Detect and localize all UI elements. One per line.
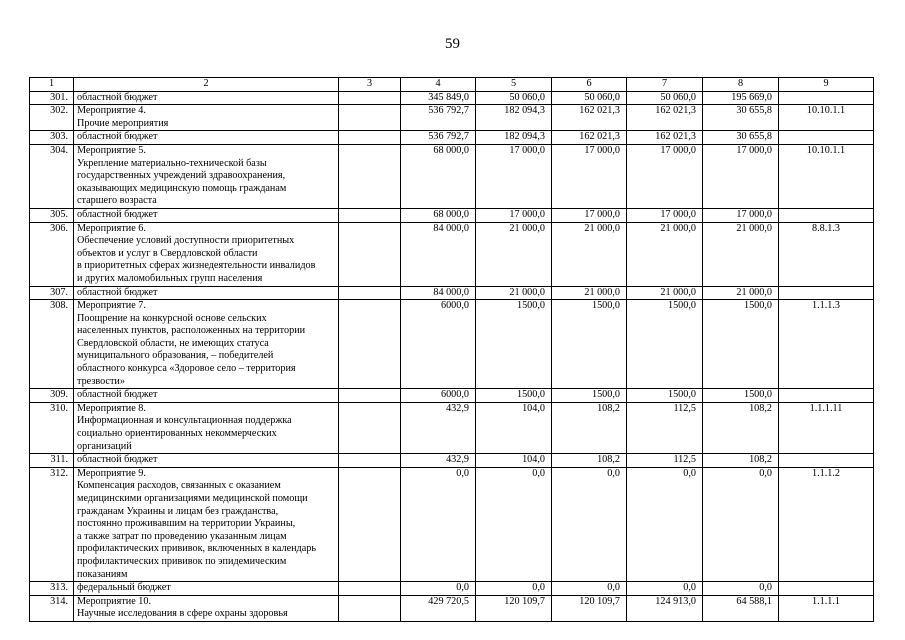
row-number: 301. <box>30 91 74 105</box>
cell-col4: 6000,0 <box>401 300 476 389</box>
table-row <box>30 105 874 131</box>
table-row <box>30 467 874 581</box>
page-number: 59 <box>445 36 460 52</box>
cell-col7: 0,0 <box>627 467 703 581</box>
cell-col4: 536 792,7 <box>401 131 476 145</box>
row-name: областной бюджет <box>74 91 339 105</box>
cell-col3 <box>339 300 401 389</box>
cell-col4: 0,0 <box>401 582 476 596</box>
row-name: федеральный бюджет <box>74 582 339 596</box>
cell-col6: 162 021,3 <box>552 105 627 131</box>
table-row <box>30 91 874 105</box>
cell-target-code: 10.10.1.1 <box>779 144 874 208</box>
cell-col3 <box>339 286 401 300</box>
cell-col6: 21 000,0 <box>552 286 627 300</box>
cell-target-code <box>779 286 874 300</box>
cell-col6: 162 021,3 <box>552 131 627 145</box>
cell-col7: 112,5 <box>627 402 703 453</box>
cell-col6: 0,0 <box>552 582 627 596</box>
row-number: 304. <box>30 144 74 208</box>
column-header: 3 <box>339 78 401 92</box>
row-number: 303. <box>30 131 74 145</box>
cell-col7: 112,5 <box>627 454 703 468</box>
cell-col4: 84 000,0 <box>401 286 476 300</box>
cell-target-code: 1.1.1.1 <box>779 595 874 621</box>
row-number: 306. <box>30 222 74 286</box>
table-row <box>30 300 874 389</box>
table-row <box>30 208 874 222</box>
cell-col3 <box>339 131 401 145</box>
cell-col5: 17 000,0 <box>476 144 552 208</box>
row-number: 309. <box>30 389 74 403</box>
row-name: Мероприятие 8. Информационная и консультационная поддержка социально ориентированных некоммерческих организаций <box>74 402 339 453</box>
cell-col6: 1500,0 <box>552 389 627 403</box>
cell-target-code <box>779 208 874 222</box>
cell-col7: 17 000,0 <box>627 144 703 208</box>
cell-col8: 195 669,0 <box>703 91 779 105</box>
cell-col7: 21 000,0 <box>627 286 703 300</box>
cell-col3 <box>339 582 401 596</box>
row-name: Мероприятие 10. Научные исследования в сфере охраны здоровья <box>74 595 339 621</box>
row-number: 310. <box>30 402 74 453</box>
column-header: 6 <box>552 78 627 92</box>
table-row <box>30 582 874 596</box>
cell-col4: 6000,0 <box>401 389 476 403</box>
cell-col3 <box>339 105 401 131</box>
cell-col7: 21 000,0 <box>627 222 703 286</box>
row-number: 302. <box>30 105 74 131</box>
cell-col3 <box>339 222 401 286</box>
column-header: 8 <box>703 78 779 92</box>
row-name: Мероприятие 4. Прочие мероприятия <box>74 105 339 131</box>
cell-target-code: 1.1.1.3 <box>779 300 874 389</box>
cell-col7: 50 060,0 <box>627 91 703 105</box>
row-name: Мероприятие 5. Укрепление материально-технической базы государственных учреждений здравоохранения, оказывающих медицинскую помощь гражданам старшего возраста <box>74 144 339 208</box>
cell-col8: 64 588,1 <box>703 595 779 621</box>
cell-col8: 0,0 <box>703 582 779 596</box>
row-name: Мероприятие 7. Поощрение на конкурсной основе сельских населенных пунктов, расположенных на территории Свердловской области, не имеющих статуса муниципального образования, – победителей областного конкурса «Здоровое село – территория трезвости» <box>74 300 339 389</box>
budget-table <box>29 77 874 622</box>
column-header: 5 <box>476 78 552 92</box>
table-row <box>30 286 874 300</box>
table-row <box>30 595 874 621</box>
cell-col8: 1500,0 <box>703 389 779 403</box>
cell-col5: 104,0 <box>476 454 552 468</box>
cell-target-code <box>779 131 874 145</box>
cell-col3 <box>339 402 401 453</box>
cell-col6: 120 109,7 <box>552 595 627 621</box>
column-header: 4 <box>401 78 476 92</box>
column-header: 1 <box>30 78 74 92</box>
cell-col4: 429 720,5 <box>401 595 476 621</box>
table-header-row <box>30 78 874 92</box>
row-number: 313. <box>30 582 74 596</box>
cell-col7: 0,0 <box>627 582 703 596</box>
cell-col8: 17 000,0 <box>703 208 779 222</box>
cell-col6: 50 060,0 <box>552 91 627 105</box>
cell-col3 <box>339 208 401 222</box>
cell-col3 <box>339 467 401 581</box>
cell-col5: 120 109,7 <box>476 595 552 621</box>
row-number: 307. <box>30 286 74 300</box>
cell-col7: 17 000,0 <box>627 208 703 222</box>
table-row <box>30 389 874 403</box>
cell-col3 <box>339 389 401 403</box>
cell-col5: 1500,0 <box>476 300 552 389</box>
cell-target-code: 10.10.1.1 <box>779 105 874 131</box>
row-number: 312. <box>30 467 74 581</box>
row-number: 305. <box>30 208 74 222</box>
column-header: 7 <box>627 78 703 92</box>
column-header: 2 <box>74 78 339 92</box>
cell-target-code <box>779 91 874 105</box>
cell-col7: 162 021,3 <box>627 105 703 131</box>
cell-col4: 432,9 <box>401 402 476 453</box>
table-row <box>30 131 874 145</box>
cell-col8: 108,2 <box>703 454 779 468</box>
cell-col5: 21 000,0 <box>476 222 552 286</box>
row-name: областной бюджет <box>74 131 339 145</box>
cell-target-code: 8.8.1.3 <box>779 222 874 286</box>
table-row <box>30 144 874 208</box>
row-number: 308. <box>30 300 74 389</box>
cell-col5: 21 000,0 <box>476 286 552 300</box>
cell-col5: 0,0 <box>476 467 552 581</box>
cell-col5: 104,0 <box>476 402 552 453</box>
cell-col7: 1500,0 <box>627 389 703 403</box>
table-row <box>30 454 874 468</box>
cell-col5: 0,0 <box>476 582 552 596</box>
cell-col3 <box>339 91 401 105</box>
cell-target-code: 1.1.1.2 <box>779 467 874 581</box>
cell-col7: 1500,0 <box>627 300 703 389</box>
cell-col3 <box>339 595 401 621</box>
cell-col8: 1500,0 <box>703 300 779 389</box>
cell-col4: 432,9 <box>401 454 476 468</box>
row-name: областной бюджет <box>74 454 339 468</box>
cell-col4: 345 849,0 <box>401 91 476 105</box>
cell-col4: 0,0 <box>401 467 476 581</box>
cell-target-code: 1.1.1.11 <box>779 402 874 453</box>
table-row <box>30 222 874 286</box>
cell-col5: 50 060,0 <box>476 91 552 105</box>
cell-col5: 182 094,3 <box>476 131 552 145</box>
cell-col6: 108,2 <box>552 402 627 453</box>
row-number: 314. <box>30 595 74 621</box>
row-name: областной бюджет <box>74 208 339 222</box>
cell-target-code <box>779 389 874 403</box>
cell-col8: 30 655,8 <box>703 105 779 131</box>
row-name: областной бюджет <box>74 286 339 300</box>
table-row <box>30 402 874 453</box>
cell-col6: 17 000,0 <box>552 144 627 208</box>
row-number: 311. <box>30 454 74 468</box>
cell-col4: 536 792,7 <box>401 105 476 131</box>
cell-col3 <box>339 454 401 468</box>
cell-col5: 17 000,0 <box>476 208 552 222</box>
cell-col8: 21 000,0 <box>703 222 779 286</box>
cell-col3 <box>339 144 401 208</box>
column-header: 9 <box>779 78 874 92</box>
cell-col8: 0,0 <box>703 467 779 581</box>
row-name: областной бюджет <box>74 389 339 403</box>
cell-col8: 21 000,0 <box>703 286 779 300</box>
cell-col4: 68 000,0 <box>401 208 476 222</box>
cell-col6: 108,2 <box>552 454 627 468</box>
cell-col6: 1500,0 <box>552 300 627 389</box>
cell-col6: 17 000,0 <box>552 208 627 222</box>
row-name: Мероприятие 9. Компенсация расходов, связанных с оказанием медицинскими организациями медицинской помощи гражданам Украины и лицам без гражданства, постоянно проживавшим на территории Украины, а также затрат по проведению указанным лицам профилактических прививок, включенных в календарь профилактических прививок по эпидемическим показаниям <box>74 467 339 581</box>
cell-col8: 17 000,0 <box>703 144 779 208</box>
cell-col8: 30 655,8 <box>703 131 779 145</box>
cell-col4: 84 000,0 <box>401 222 476 286</box>
cell-col6: 21 000,0 <box>552 222 627 286</box>
cell-target-code <box>779 454 874 468</box>
cell-col7: 124 913,0 <box>627 595 703 621</box>
cell-col8: 108,2 <box>703 402 779 453</box>
cell-col7: 162 021,3 <box>627 131 703 145</box>
cell-col5: 182 094,3 <box>476 105 552 131</box>
cell-col4: 68 000,0 <box>401 144 476 208</box>
cell-col6: 0,0 <box>552 467 627 581</box>
row-name: Мероприятие 6. Обеспечение условий доступности приоритетных объектов и услуг в Свердловской области в приоритетных сферах жизнедеятельности инвалидов и других маломобильных групп населения <box>74 222 339 286</box>
cell-col5: 1500,0 <box>476 389 552 403</box>
cell-target-code <box>779 582 874 596</box>
